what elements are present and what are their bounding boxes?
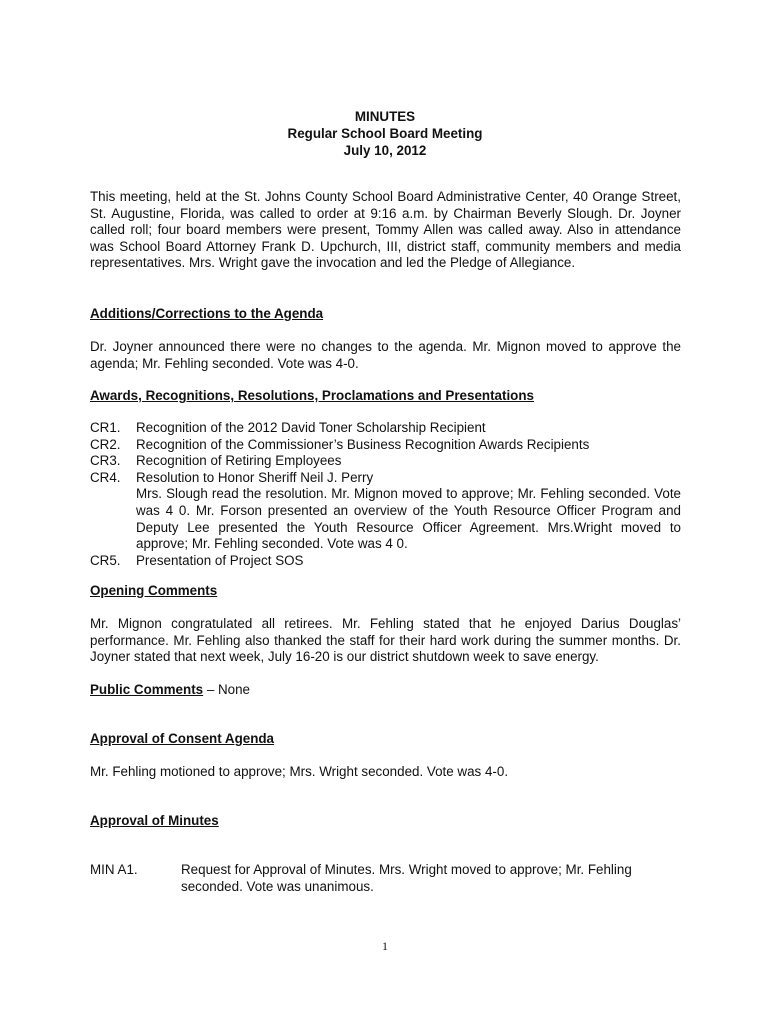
minutes-heading: Approval of Minutes bbox=[90, 813, 219, 828]
cr4-detail: Mrs. Slough read the resolution. Mr. Mignon moved to approve; Mr. Fehling seconded. Vote was 4 0. Mr. Forson presented an overview of the Youth Resource Officer Program and Deputy Lee presented the Youth Resource Officer Agreement. Mrs.Wright moved to approve; Mr. Fehling seconded. Vote was 4 0. bbox=[136, 486, 681, 552]
item-text: Resolution to Honor Sheriff Neil J. Perry bbox=[136, 469, 374, 485]
item-text: Presentation of Project SOS bbox=[136, 552, 304, 568]
item-code: CR4. bbox=[90, 469, 121, 485]
public-suffix: – None bbox=[203, 682, 251, 697]
item-code: CR3. bbox=[90, 453, 121, 469]
document-title bbox=[0, 108, 770, 159]
list-item bbox=[90, 470, 681, 487]
item-code: CR2. bbox=[90, 436, 121, 452]
minutes-item bbox=[90, 862, 681, 895]
consent-heading: Approval of Consent Agenda bbox=[90, 731, 275, 746]
title-minutes: MINUTES bbox=[354, 109, 416, 124]
intro-paragraph: This meeting, held at the St. Johns County School Board Administrative Center, 40 Orange Street, St. Augustine, Florida, was called to order at 9:16 a.m. by Chairman Beverly Slough. Dr. Joyner called roll; four board members were present, Tommy Allen was called away. Also in attendance was School Board Attorney Frank D. Upchurch, III, district staff, community members and media representatives. Mrs. Wright gave the invocation and led the Pledge of Allegiance. bbox=[90, 189, 681, 271]
awards-list bbox=[90, 420, 681, 569]
item-code: CR1. bbox=[90, 420, 121, 435]
list-item bbox=[90, 453, 681, 470]
list-item bbox=[90, 553, 681, 570]
item-text: Recognition of Retiring Employees bbox=[136, 453, 342, 469]
public-heading: Public Comments bbox=[90, 682, 204, 697]
agenda-paragraph: Dr. Joyner announced there were no changes to the agenda. Mr. Mignon moved to approve the agenda; Mr. Fehling seconded. Vote was 4-0. bbox=[90, 339, 681, 371]
public-comments bbox=[90, 682, 681, 699]
title-meeting: Regular School Board Meeting bbox=[287, 126, 483, 141]
item-code: CR5. bbox=[90, 552, 121, 568]
page-number: 1 bbox=[382, 939, 388, 953]
list-item bbox=[90, 420, 681, 437]
list-item bbox=[90, 437, 681, 454]
item-text: Recognition of the Commissioner’s Business Recognition Awards Recipients bbox=[136, 436, 590, 452]
awards-heading: Awards, Recognitions, Resolutions, Proclamations and Presentations bbox=[90, 388, 534, 403]
minutes-text: Request for Approval of Minutes. Mrs. Wright moved to approve; Mr. Fehling seconded. Vote was unanimous. bbox=[181, 862, 632, 894]
opening-heading: Opening Comments bbox=[90, 583, 218, 598]
title-date: July 10, 2012 bbox=[343, 143, 427, 158]
minutes-code: MIN A1. bbox=[90, 862, 138, 877]
consent-paragraph: Mr. Fehling motioned to approve; Mrs. Wright seconded. Vote was 4-0. bbox=[90, 764, 509, 779]
agenda-heading: Additions/Corrections to the Agenda bbox=[90, 306, 324, 321]
opening-paragraph: Mr. Mignon congratulated all retirees. Mr. Fehling stated that he enjoyed Darius Douglas’ performance. Mr. Fehling also thanked the staff for their hard work during the summer months. Dr. Joyner stated that next week, July 16-20 is our district shutdown week to save energy. bbox=[90, 616, 681, 665]
item-text: Recognition of the 2012 David Toner Scholarship Recipient bbox=[136, 420, 486, 435]
